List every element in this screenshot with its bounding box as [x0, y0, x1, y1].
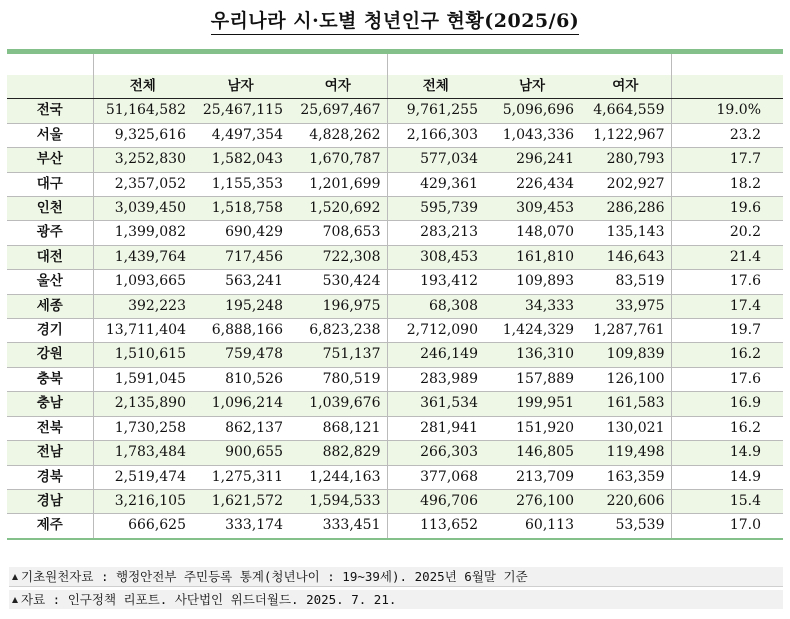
table-row — [7, 270, 783, 294]
region-cell: 충북 — [7, 367, 93, 391]
region-cell: 경북 — [7, 465, 93, 489]
table-row — [7, 245, 783, 269]
value-cell: 119,498 — [580, 441, 671, 465]
ratio-cell: 14.9 — [671, 465, 783, 489]
value-cell: 377,068 — [387, 465, 484, 489]
value-cell: 1,670,787 — [289, 148, 387, 172]
ratio-cell: 20.2 — [671, 221, 783, 245]
value-cell: 202,927 — [580, 172, 671, 196]
region-cell: 전국 — [7, 99, 93, 123]
value-cell: 130,021 — [580, 416, 671, 440]
value-cell: 193,412 — [387, 270, 484, 294]
column-header: 전체 — [387, 75, 484, 99]
value-cell: 309,453 — [484, 197, 580, 221]
value-cell: 1,594,533 — [289, 489, 387, 513]
value-cell: 780,519 — [289, 367, 387, 391]
table-row — [7, 294, 783, 318]
value-cell: 51,164,582 — [93, 99, 192, 123]
ratio-cell: 17.6 — [671, 270, 783, 294]
table-row — [7, 172, 783, 196]
region-cell: 광주 — [7, 221, 93, 245]
ratio-cell: 17.4 — [671, 294, 783, 318]
value-cell: 157,889 — [484, 367, 580, 391]
value-cell: 220,606 — [580, 489, 671, 513]
table-row — [7, 514, 783, 539]
value-cell: 113,652 — [387, 514, 484, 539]
table-row — [7, 123, 783, 147]
value-cell: 280,793 — [580, 148, 671, 172]
value-cell: 13,711,404 — [93, 319, 192, 343]
table-row — [7, 343, 783, 367]
ratio-cell: 18.2 — [671, 172, 783, 196]
region-cell: 충남 — [7, 392, 93, 416]
value-cell: 199,951 — [484, 392, 580, 416]
value-cell: 882,829 — [289, 441, 387, 465]
region-cell: 부산 — [7, 148, 93, 172]
table-body — [7, 49, 783, 539]
value-cell: 1,155,353 — [192, 172, 289, 196]
table-row — [7, 367, 783, 391]
value-cell: 163,359 — [580, 465, 671, 489]
value-cell: 361,534 — [387, 392, 484, 416]
table-row — [7, 221, 783, 245]
value-cell: 146,805 — [484, 441, 580, 465]
region-cell: 대구 — [7, 172, 93, 196]
value-cell: 135,143 — [580, 221, 671, 245]
region-cell: 대전 — [7, 245, 93, 269]
value-cell: 1,510,615 — [93, 343, 192, 367]
value-cell: 9,761,255 — [387, 99, 484, 123]
value-cell: 25,697,467 — [289, 99, 387, 123]
ratio-cell: 19.7 — [671, 319, 783, 343]
population-table — [7, 49, 783, 540]
region-cell: 세종 — [7, 294, 93, 318]
value-cell: 900,655 — [192, 441, 289, 465]
region-cell: 서울 — [7, 123, 93, 147]
triangle-icon — [12, 574, 18, 580]
value-cell: 392,223 — [93, 294, 192, 318]
value-cell: 1,783,484 — [93, 441, 192, 465]
table-row — [7, 489, 783, 513]
region-cell: 인천 — [7, 197, 93, 221]
region-cell: 강원 — [7, 343, 93, 367]
value-cell: 34,333 — [484, 294, 580, 318]
value-cell: 126,100 — [580, 367, 671, 391]
region-cell: 제주 — [7, 514, 93, 539]
value-cell: 1,520,692 — [289, 197, 387, 221]
value-cell: 296,241 — [484, 148, 580, 172]
ratio-cell: 19.0% — [671, 99, 783, 123]
column-header: 전체 — [93, 75, 192, 99]
value-cell: 1,439,764 — [93, 245, 192, 269]
ratio-cell: 16.2 — [671, 343, 783, 367]
value-cell: 1,424,329 — [484, 319, 580, 343]
value-cell: 2,357,052 — [93, 172, 192, 196]
column-header: 여자 — [289, 75, 387, 99]
table-row — [7, 197, 783, 221]
value-cell: 68,308 — [387, 294, 484, 318]
value-cell: 276,100 — [484, 489, 580, 513]
value-cell: 577,034 — [387, 148, 484, 172]
value-cell: 862,137 — [192, 416, 289, 440]
value-cell: 25,467,115 — [192, 99, 289, 123]
title-wrap — [0, 6, 790, 35]
value-cell: 429,361 — [387, 172, 484, 196]
value-cell: 3,039,450 — [93, 197, 192, 221]
ratio-cell: 17.0 — [671, 514, 783, 539]
column-header: 여자 — [580, 75, 671, 99]
value-cell: 717,456 — [192, 245, 289, 269]
value-cell: 2,519,474 — [93, 465, 192, 489]
value-cell: 1,096,214 — [192, 392, 289, 416]
table-row — [7, 416, 783, 440]
value-cell: 2,166,303 — [387, 123, 484, 147]
value-cell: 751,137 — [289, 343, 387, 367]
value-cell: 60,113 — [484, 514, 580, 539]
value-cell: 33,975 — [580, 294, 671, 318]
ratio-cell: 16.9 — [671, 392, 783, 416]
value-cell: 286,286 — [580, 197, 671, 221]
value-cell: 148,070 — [484, 221, 580, 245]
value-cell: 595,739 — [387, 197, 484, 221]
value-cell: 1,244,163 — [289, 465, 387, 489]
ratio-cell: 15.4 — [671, 489, 783, 513]
value-cell: 161,810 — [484, 245, 580, 269]
value-cell: 136,310 — [484, 343, 580, 367]
value-cell: 161,583 — [580, 392, 671, 416]
source-note-text: 기초원천자료 : 행정안전부 주민등록 통계(청년나이 : 19~39세). 2025년 6월말 기준 — [21, 569, 528, 584]
value-cell: 4,664,559 — [580, 99, 671, 123]
triangle-icon — [12, 597, 18, 603]
ratio-cell: 23.2 — [671, 123, 783, 147]
value-cell: 3,216,105 — [93, 489, 192, 513]
value-cell: 6,823,238 — [289, 319, 387, 343]
ratio-cell: 16.2 — [671, 416, 783, 440]
region-cell: 전남 — [7, 441, 93, 465]
value-cell: 563,241 — [192, 270, 289, 294]
source-note — [9, 567, 783, 587]
value-cell: 1,122,967 — [580, 123, 671, 147]
column-header: 남자 — [484, 75, 580, 99]
value-cell: 530,424 — [289, 270, 387, 294]
value-cell: 246,149 — [387, 343, 484, 367]
group-header-row — [7, 54, 783, 75]
value-cell: 283,213 — [387, 221, 484, 245]
value-cell: 1,201,699 — [289, 172, 387, 196]
value-cell: 213,709 — [484, 465, 580, 489]
reference-note-text: 자료 : 인구정책 리포트. 사단법인 위드더월드. 2025. 7. 21. — [21, 592, 397, 607]
value-cell: 1,730,258 — [93, 416, 192, 440]
value-cell: 109,893 — [484, 270, 580, 294]
region-cell: 경남 — [7, 489, 93, 513]
table-row — [7, 148, 783, 172]
table-row — [7, 319, 783, 343]
ratio-cell: 21.4 — [671, 245, 783, 269]
ratio-cell: 14.9 — [671, 441, 783, 465]
value-cell: 4,497,354 — [192, 123, 289, 147]
value-cell: 3,252,830 — [93, 148, 192, 172]
value-cell: 308,453 — [387, 245, 484, 269]
table-row — [7, 99, 783, 123]
ratio-cell: 17.7 — [671, 148, 783, 172]
value-cell: 868,121 — [289, 416, 387, 440]
value-cell: 333,451 — [289, 514, 387, 539]
value-cell: 266,303 — [387, 441, 484, 465]
value-cell: 195,248 — [192, 294, 289, 318]
value-cell: 5,096,696 — [484, 99, 580, 123]
value-cell: 1,093,665 — [93, 270, 192, 294]
page-title: 우리나라 시·도별 청년인구 현황(2025/6) — [211, 6, 580, 35]
value-cell: 196,975 — [289, 294, 387, 318]
value-cell: 226,434 — [484, 172, 580, 196]
value-cell: 83,519 — [580, 270, 671, 294]
value-cell: 2,135,890 — [93, 392, 192, 416]
value-cell: 151,920 — [484, 416, 580, 440]
value-cell: 1,591,045 — [93, 367, 192, 391]
value-cell: 1,518,758 — [192, 197, 289, 221]
value-cell: 690,429 — [192, 221, 289, 245]
value-cell: 1,043,336 — [484, 123, 580, 147]
value-cell: 1,275,311 — [192, 465, 289, 489]
region-cell: 경기 — [7, 319, 93, 343]
value-cell: 283,989 — [387, 367, 484, 391]
value-cell: 4,828,262 — [289, 123, 387, 147]
value-cell: 759,478 — [192, 343, 289, 367]
value-cell: 2,712,090 — [387, 319, 484, 343]
table-row — [7, 441, 783, 465]
value-cell: 9,325,616 — [93, 123, 192, 147]
value-cell: 109,839 — [580, 343, 671, 367]
region-cell: 전북 — [7, 416, 93, 440]
value-cell: 666,625 — [93, 514, 192, 539]
value-cell: 1,287,761 — [580, 319, 671, 343]
value-cell: 722,308 — [289, 245, 387, 269]
reference-note — [9, 590, 783, 609]
value-cell: 281,941 — [387, 416, 484, 440]
ratio-cell: 17.6 — [671, 367, 783, 391]
table-row — [7, 465, 783, 489]
column-header: 남자 — [192, 75, 289, 99]
column-header-row — [7, 75, 783, 99]
value-cell: 1,039,676 — [289, 392, 387, 416]
value-cell: 708,653 — [289, 221, 387, 245]
value-cell: 496,706 — [387, 489, 484, 513]
value-cell: 1,621,572 — [192, 489, 289, 513]
region-cell: 울산 — [7, 270, 93, 294]
value-cell: 1,399,082 — [93, 221, 192, 245]
value-cell: 53,539 — [580, 514, 671, 539]
value-cell: 146,643 — [580, 245, 671, 269]
value-cell: 333,174 — [192, 514, 289, 539]
table-row — [7, 392, 783, 416]
value-cell: 810,526 — [192, 367, 289, 391]
value-cell: 6,888,166 — [192, 319, 289, 343]
value-cell: 1,582,043 — [192, 148, 289, 172]
ratio-cell: 19.6 — [671, 197, 783, 221]
